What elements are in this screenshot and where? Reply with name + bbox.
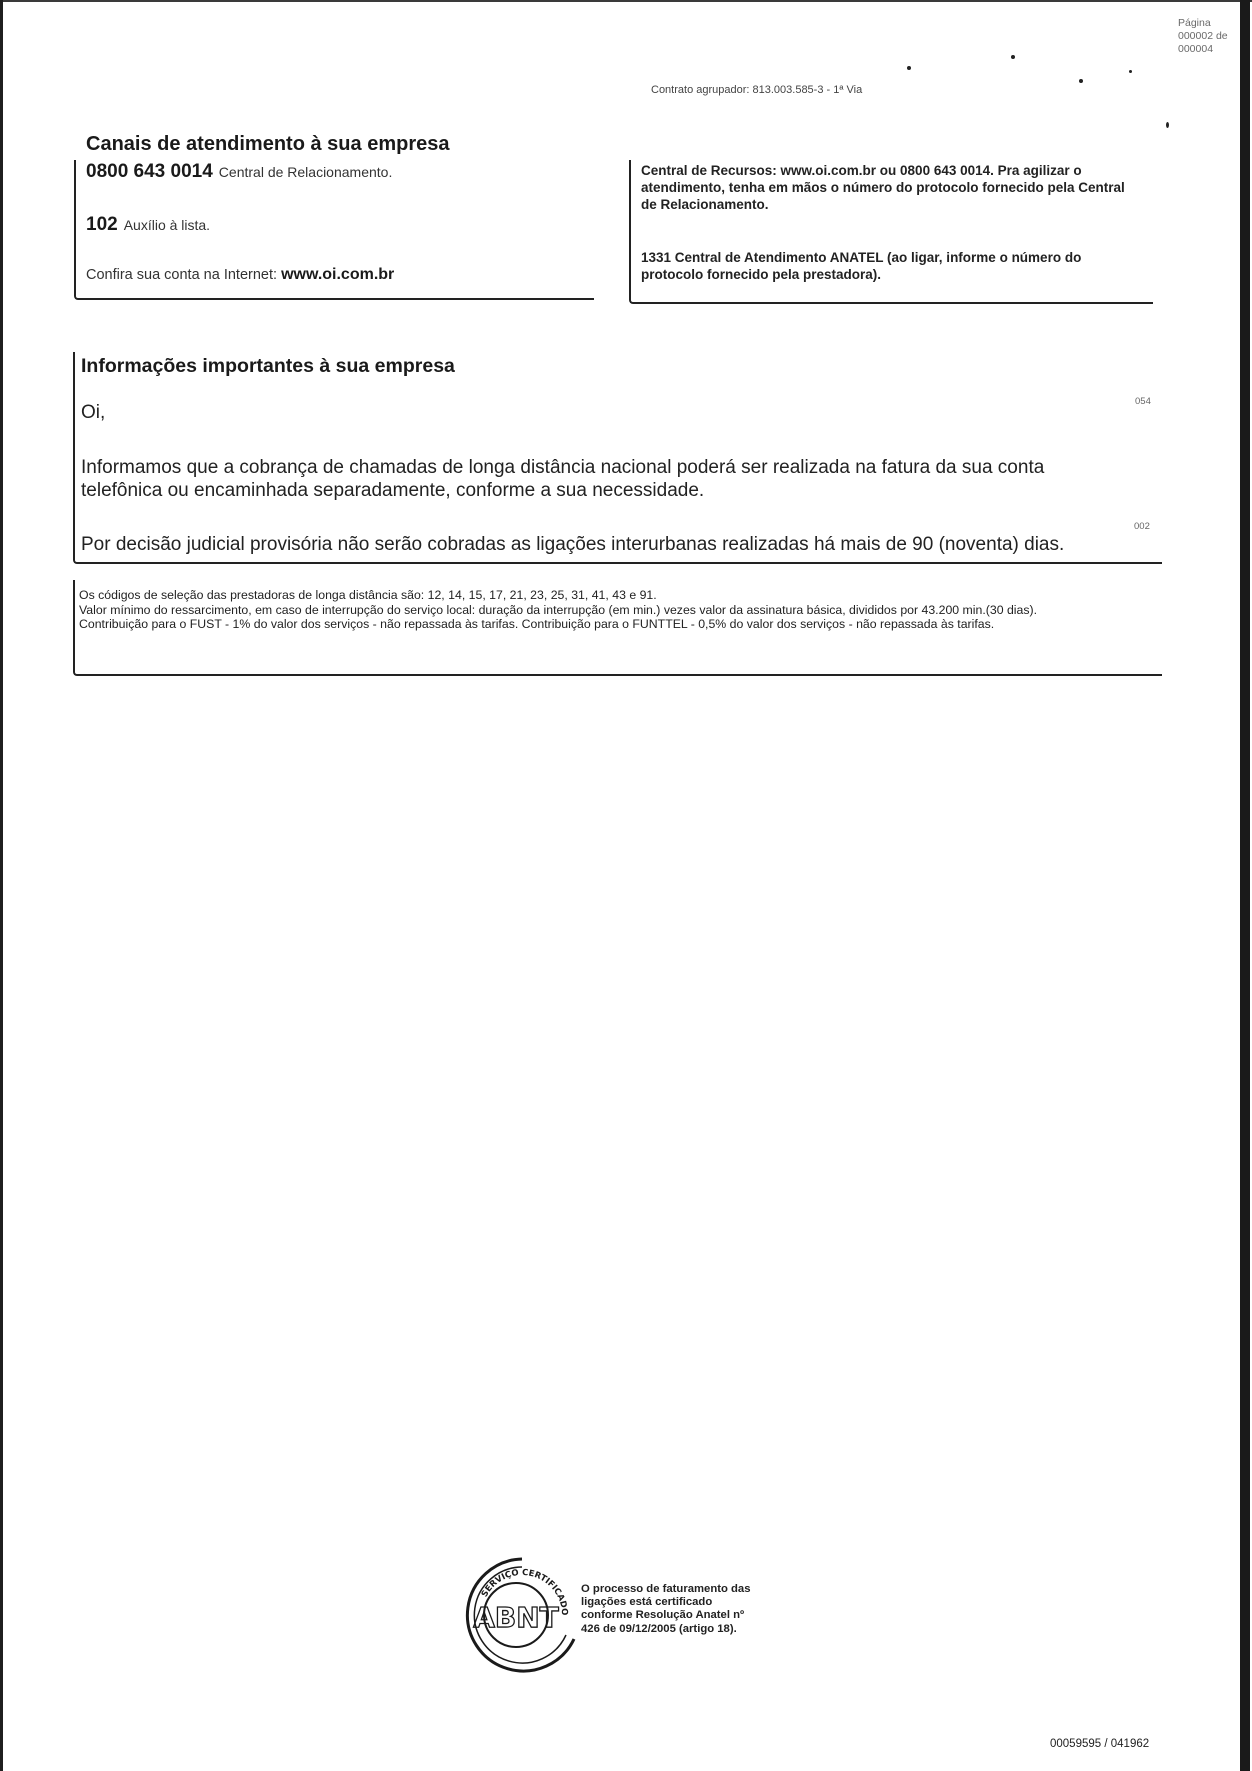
- contract-number: Contrato agrupador: 813.003.585-3 - 1ª Via: [651, 84, 863, 96]
- scan-speck: [907, 66, 911, 70]
- list-assist-desc: Auxílio à lista.: [123, 217, 211, 233]
- list-assist-number: 102: [86, 214, 118, 235]
- resources-text: Central de Recursos: www.oi.com.br ou 0800 643 0014. Pra agilizar o atendimento, tenha em mãos o número do protocolo fornecido pela Central de Relacionamento.: [641, 163, 1125, 212]
- notes-line-3: Contribuição para o FUST - 1% do valor dos serviços - não repassada às tarifas. Contribuição para o FUNTTEL - 0,5% do valor dos serviços - não repassada às tarifas.: [79, 617, 995, 631]
- seal-text: O processo de faturamento das ligações está certificado conforme Resolução Anatel nº 426 de 09/12/2005 (artigo 18).: [581, 1583, 751, 1635]
- info-title: Informações importantes à sua empresa: [81, 355, 455, 377]
- anatel-text: 1331 Central de Atendimento ANATEL (ao ligar, informe o número do protocolo fornecido pela prestadora).: [641, 250, 1082, 282]
- list-assist: [86, 214, 210, 236]
- info-code-bottom: 002: [1134, 521, 1150, 532]
- page-current: 000002 de: [1178, 30, 1228, 42]
- channels-title: Canais de atendimento à sua empresa: [86, 133, 450, 155]
- internet-url: www.oi.com.br: [281, 266, 395, 283]
- info-greeting: Oi,: [81, 402, 106, 423]
- internet-prefix: Confira sua conta na Internet:: [86, 267, 278, 283]
- footer-code: 00059595 / 041962: [1050, 1738, 1150, 1750]
- scan-edge-top: [0, 0, 1252, 2]
- seal-ring-text: SERVIÇO CERTIFICADO: [479, 1567, 570, 1616]
- info-paragraph-1: Informamos que a cobrança de chamadas de longa distância nacional poderá ser realizada na fatura da sua conta telefônica ou encaminhada separadamente, conforme a sua necessidade.: [81, 457, 1045, 501]
- notes-line-2: Valor mínimo do ressarcimento, em caso de interrupção do serviço local: duração da interrupção (em min.) vezes valor da assinatura básica, divididos por 43.200 min.(30 dias).: [79, 602, 1038, 617]
- scan-speck: [1129, 70, 1132, 73]
- notes: [79, 588, 1169, 632]
- relationship-phone-number: 0800 643 0014: [86, 161, 213, 182]
- scan-speck: [1079, 79, 1083, 83]
- relationship-phone-desc: Central de Relacionamento.: [218, 164, 393, 180]
- scan-speck: [1011, 55, 1015, 59]
- page-label: Página: [1178, 17, 1211, 29]
- scan-edge-right: [1240, 0, 1250, 1771]
- scan-speck: [1166, 122, 1169, 128]
- internet-line: [86, 266, 394, 284]
- info-paragraph-2: Por decisão judicial provisória não serão cobradas as ligações interurbanas realizadas há mais de 90 (noventa) dias.: [81, 534, 1065, 555]
- page-number: [1178, 17, 1238, 56]
- seal-center-text: ABNT: [473, 1601, 559, 1634]
- relationship-phone: [86, 161, 392, 183]
- info-code-top: 054: [1135, 396, 1151, 407]
- scan-edge-left: [0, 0, 3, 1771]
- abnt-seal-icon: [462, 1555, 582, 1675]
- page-total: 000004: [1178, 43, 1214, 55]
- notes-line-1: Os códigos de seleção das prestadoras de longa distância são: 12, 14, 15, 17, 21, 23, 25, 31, 41, 43 e 91.: [79, 588, 657, 602]
